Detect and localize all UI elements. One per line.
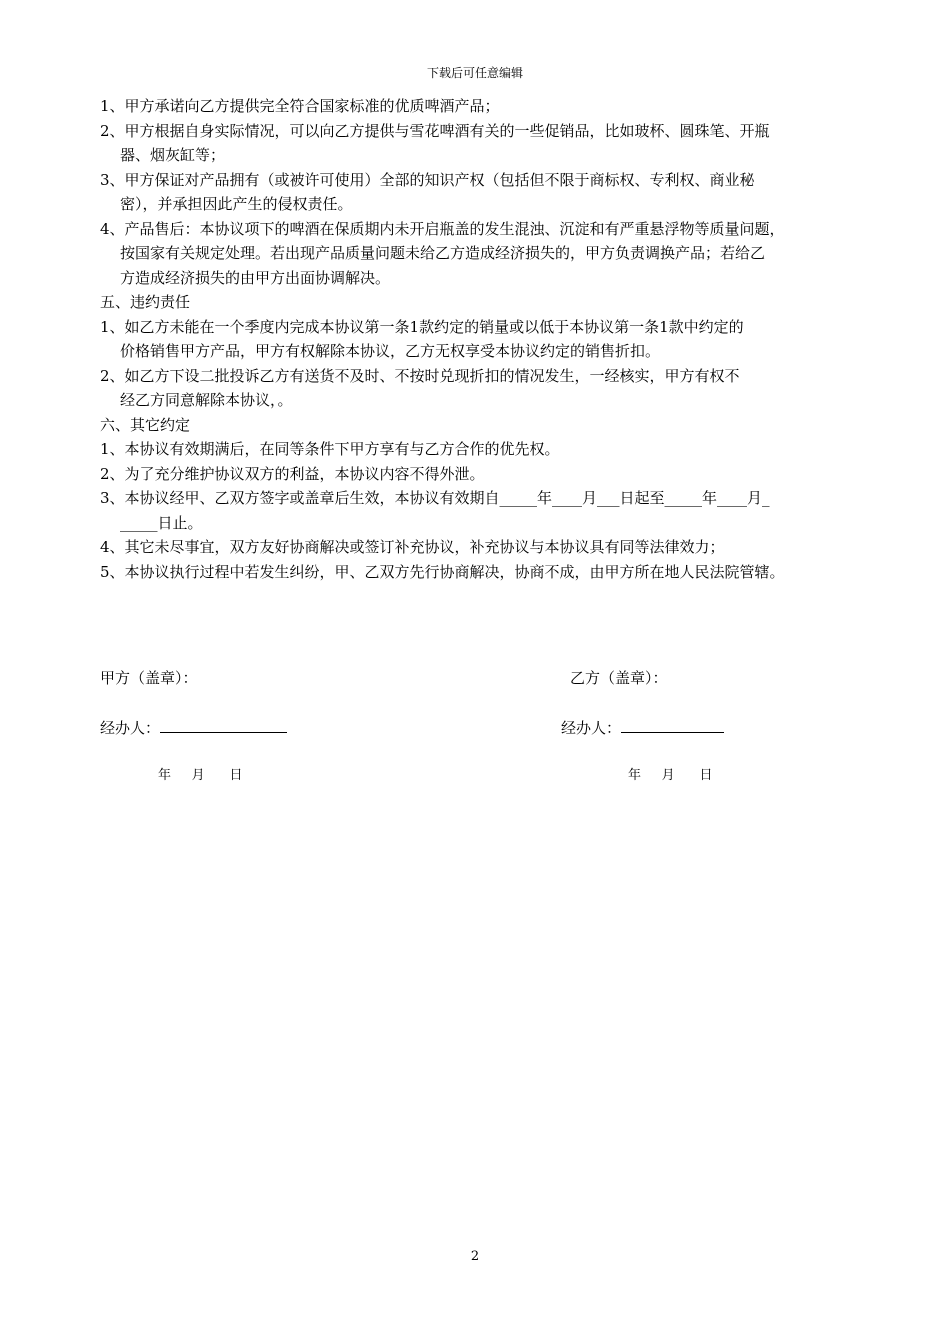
clause-a1: 1、甲方承诺向乙方提供完全符合国家标准的优质啤酒产品； <box>100 97 500 115</box>
section-heading-other: 六、其它约定 <box>100 415 191 434</box>
clause-other-5: 5、本协议执行过程中若发生纠纷，甲、乙双方先行协商解决，协商不成，由甲方所在地人民法院管辖。 <box>100 562 785 581</box>
party-b-date: 年 月 日 <box>628 768 713 783</box>
section-heading-breach: 五、违约责任 <box>100 293 191 311</box>
party-a-date: 年 月 日 <box>158 768 243 783</box>
clause-other-1: 1、本协议有效期满后，在同等条件下甲方享有与乙方合作的优先权。 <box>100 440 560 458</box>
clause-a2: 2、甲方根据自身实际情况，可以向乙方提供与雪花啤酒有关的一些促销品，比如玻杯、圆珠笔、开瓶 器、烟灰缸等； <box>100 121 770 164</box>
clause-breach-1: 1、如乙方未能在一个季度内完成本协议第一条1款约定的销量或以低于本协议第一条1款中约定的 价格销售甲方产品，甲方有权解除本协议，乙方无权享受本协议约定的销售折扣。 <box>100 317 744 360</box>
clause-a3: 3、甲方保证对产品拥有（或被许可使用）全部的知识产权（包括但不限于商标权、专利权、商业秘 密），并承担因此产生的侵权责任。 <box>100 170 755 213</box>
clause-other-2: 2、为了充分维护协议双方的利益，本协议内容不得外泄。 <box>100 464 485 483</box>
party-a-agent-label: 经办人： <box>100 719 161 737</box>
party-a-seal-label: 甲方（盖章）： <box>100 669 198 687</box>
party-b-agent <box>561 718 724 738</box>
page-header: 下载后可任意编辑 <box>426 66 523 80</box>
party-a-agent <box>100 718 287 738</box>
party-b-agent-label: 经办人： <box>561 719 622 737</box>
clause-a4: 4、产品售后：本协议项下的啤酒在保质期内未开启瓶盖的发生混浊、沉淀和有严重悬浮物等质量问题， 按国家有关规定处理。若出现产品质量问题未给乙方造成经济损失的，甲方负责调换产品；若给乙 方造成经济损失的由甲方出面协调解决。 <box>100 219 785 287</box>
clause-other-4: 4、其它未尽事宜，双方友好协商解决或签订补充协议，补充协议与本协议具有同等法律效力； <box>100 538 725 556</box>
clause-other-3: 3、本协议经甲、乙双方签字或盖章后生效，本协议有效期自_____年____月___日起至_____年____月_ _____日止。 <box>100 489 770 532</box>
page-number: 2 <box>470 1249 480 1264</box>
agreement-body <box>100 94 870 584</box>
party-b-seal-label: 乙方（盖章）： <box>570 669 668 687</box>
party-b-agent-signature-line[interactable] <box>621 718 724 733</box>
clause-breach-2: 2、如乙方下设二批投诉乙方有送货不及时、不按时兑现折扣的情况发生，一经核实，甲方有权不 经乙方同意解除本协议，。 <box>100 366 740 409</box>
party-a-agent-signature-line[interactable] <box>160 718 287 733</box>
